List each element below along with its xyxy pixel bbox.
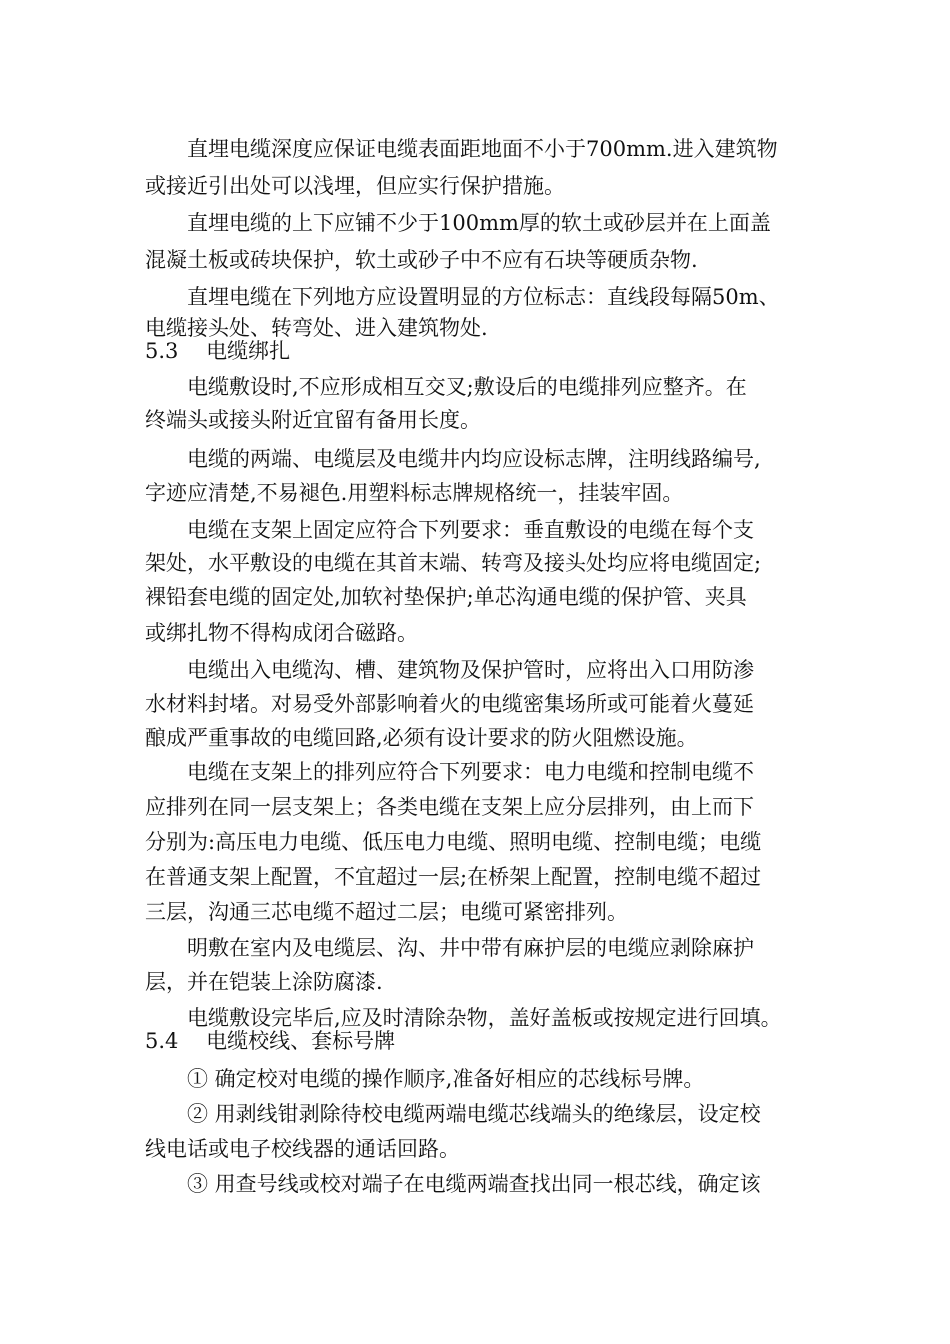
text-line: 直埋电缆的上下应铺不少于100mm厚的软土或砂层并在上面盖: [187, 211, 771, 235]
text-line: 电缆接头处、转弯处、进入建筑物处.: [145, 316, 488, 340]
text-line: 线电话或电子校线器的通话回路。: [145, 1137, 460, 1161]
text-line: 电缆的两端、电缆层及电缆井内均应设标志牌，注明线路编号,: [187, 447, 761, 471]
text-line: 明敷在室内及电缆层、沟、井中带有麻护层的电缆应剥除麻护: [187, 936, 754, 960]
text-line: 电缆敷设时,不应形成相互交叉;敷设后的电缆排列应整齐。在: [187, 375, 747, 399]
text-line: 电缆敷设完毕后,应及时清除杂物，盖好盖板或按规定进行回填。: [187, 1006, 782, 1030]
text-line: 裸铅套电缆的固定处,加软衬垫保护;单芯沟通电缆的保护管、夹具: [145, 585, 747, 609]
text-line: 分别为:高压电力电缆、低压电力电缆、照明电缆、控制电缆；电缆: [145, 830, 762, 854]
text-line: 架处，水平敷设的电缆在其首末端、转弯及接头处均应将电缆固定;: [145, 551, 762, 575]
text-line: 终端头或接头附近宜留有备用长度。: [145, 408, 481, 432]
text-line: 应排列在同一层支架上；各类电缆在支架上应分层排列，由上而下: [145, 795, 754, 819]
text-line: ② 用剥线钳剥除待校电缆两端电缆芯线端头的绝缘层，设定校: [187, 1102, 761, 1126]
text-line: 水材料封堵。对易受外部影响着火的电缆密集场所或可能着火蔓延: [145, 692, 754, 716]
text-line: 电缆在支架上固定应符合下列要求：垂直敷设的电缆在每个支: [187, 518, 754, 542]
text-line: ③ 用查号线或校对端子在电缆两端查找出同一根芯线，确定该: [187, 1172, 761, 1196]
text-line: 直埋电缆在下列地方应设置明显的方位标志：直线段每隔50m、: [187, 285, 780, 309]
text-line: 或接近引出处可以浅埋，但应实行保护措施。: [145, 174, 565, 198]
text-line: 电缆在支架上的排列应符合下列要求：电力电缆和控制电缆不: [187, 760, 754, 784]
text-line: 字迹应清楚,不易褪色.用塑料标志牌规格统一，挂装牢固。: [145, 481, 684, 505]
text-line: 在普通支架上配置，不宜超过一层;在桥架上配置，控制电缆不超过: [145, 865, 762, 889]
text-line: ① 确定校对电缆的操作顺序,准备好相应的芯线标号牌。: [187, 1067, 705, 1091]
text-line: 酿成严重事故的电缆回路,必须有设计要求的防火阻燃设施。: [145, 726, 698, 750]
text-line: 或绑扎物不得构成闭合磁路。: [145, 621, 418, 645]
text-line: 混凝土板或砖块保护，软土或砂子中不应有石块等硬质杂物.: [145, 248, 698, 272]
text-line: 电缆出入电缆沟、槽、建筑物及保护管时，应将出入口用防渗: [187, 658, 754, 682]
section-heading: 5.3 电缆绑扎: [145, 339, 291, 363]
text-line: 直埋电缆深度应保证电缆表面距地面不小于700mm.进入建筑物: [187, 137, 778, 161]
section-heading: 5.4 电缆校线、套标号牌: [145, 1029, 396, 1053]
text-line: 层，并在铠装上涂防腐漆.: [145, 970, 383, 994]
text-line: 三层，沟通三芯电缆不超过二层；电缆可紧密排列。: [145, 900, 628, 924]
